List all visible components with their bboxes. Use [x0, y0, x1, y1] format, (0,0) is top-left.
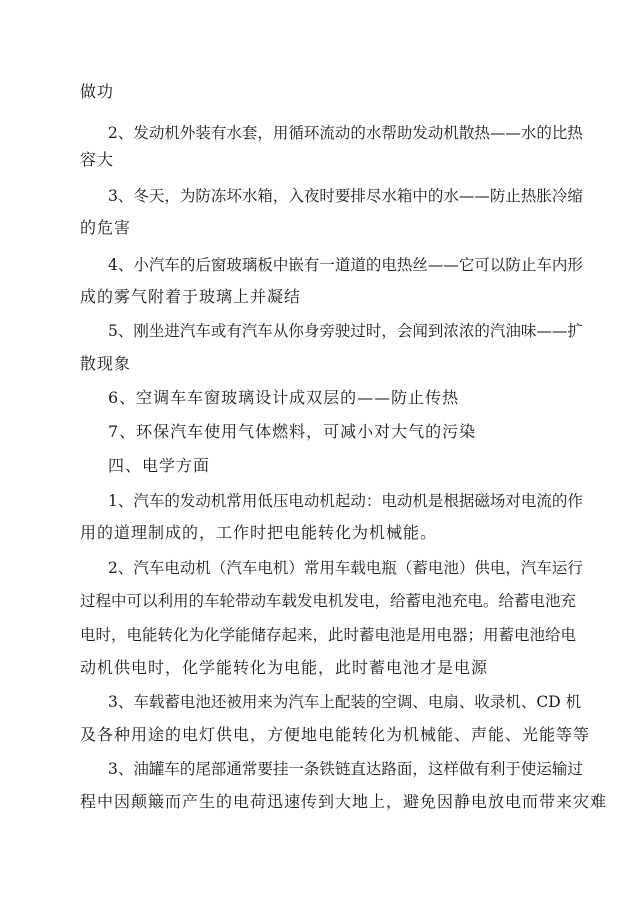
- text-line: 及各种用途的电灯供电，方便地电能转化为机械能、声能、光能等等: [80, 725, 591, 744]
- text-line: 4、小汽车的后窗玻璃板中嵌有一道道的电热丝——它可以防止车内形: [108, 256, 583, 274]
- text-line: 电时，电能转化为化学能储存起来，此时蓄电池是用电器；用蓄电池给电: [80, 626, 577, 644]
- text-line: 过程中可以利用的车轮带动车载发电机发电，给蓄电池充电。给蓄电池充: [80, 592, 577, 610]
- text-line: 1、汽车的发动机常用低压电动机起动：电动机是根据磁场对电流的作: [108, 492, 583, 510]
- text-line: 6、空调车车窗玻璃设计成双层的——防止传热: [108, 388, 460, 407]
- text-line: 7、环保汽车使用气体燃料，可减小对大气的污染: [108, 422, 477, 441]
- text-line: 3、冬天，为防冻坏水箱，入夜时要排尽水箱中的水——防止热胀冷缩: [108, 187, 583, 205]
- text-line: 程中因颠簸而产生的电荷迅速传到大地上，避免因静电放电而带来灾难: [80, 792, 608, 811]
- section-heading: 四、电学方面: [108, 456, 211, 475]
- text-line: 的危害: [80, 218, 132, 237]
- text-line: 3、油罐车的尾部通常要挂一条铁链直达路面，这样做有利于使运输过: [108, 760, 583, 778]
- text-line: 动机供电时，化学能转化为电能，此时蓄电池才是电源: [80, 658, 489, 677]
- text-line: 散现象: [80, 354, 132, 373]
- text-line: 容大: [80, 150, 115, 169]
- text-line: 成的雾气附着于玻璃上并凝结: [80, 287, 302, 306]
- text-line: 用的道理制成的，工作时把电能转化为机械能。: [80, 523, 438, 542]
- text-line: 2、发动机外装有水套，用循环流动的水帮助发动机散热——水的比热: [108, 124, 583, 142]
- text-line: 2、汽车电动机（汽车电机）常用车载电瓶（蓄电池）供电，汽车运行: [108, 559, 583, 577]
- text-line: 5、刚坐进汽车或有汽车从你身旁驶过时，会闻到浓浓的汽油味——扩: [108, 322, 583, 340]
- text-line: 3、车载蓄电池还被用来为汽车上配装的空调、电扇、收录机、CD 机: [108, 693, 582, 711]
- text-line: 做功: [80, 82, 115, 101]
